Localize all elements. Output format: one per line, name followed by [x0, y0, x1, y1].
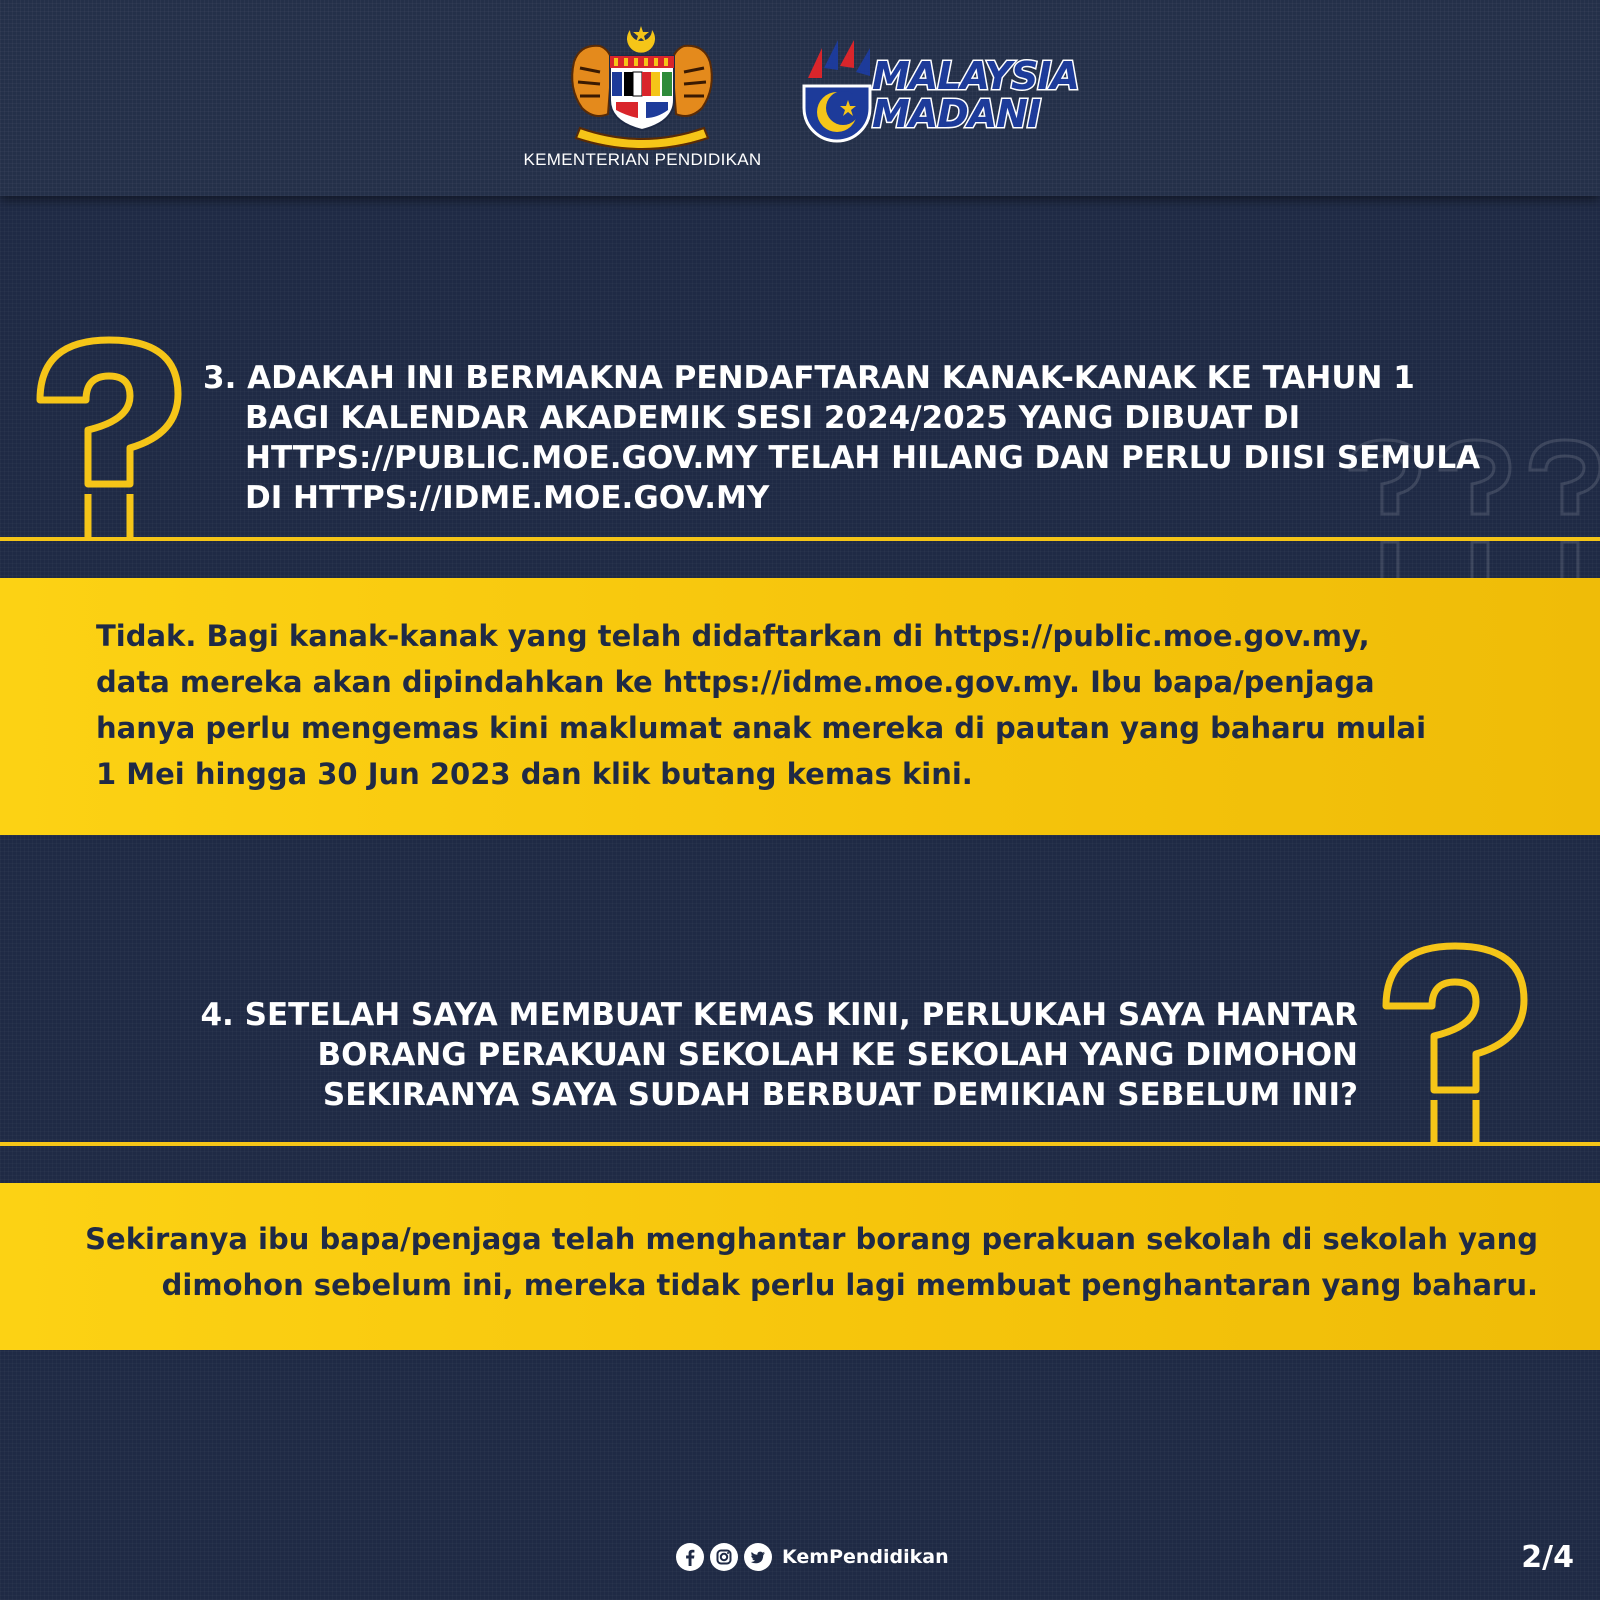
header-bar [0, 0, 1600, 196]
madani-logo-line-1: MALAYSIA [872, 54, 1079, 98]
facebook-icon[interactable] [676, 1543, 704, 1571]
question-line: BORANG PERAKUAN SEKOLAH KE SEKOLAH YANG DIMOHON [317, 1037, 1358, 1073]
answer-line: 1 Mei hingga 30 Jun 2023 dan klik butang kemas kini. [96, 757, 973, 791]
madani-logo-line-2: MADANI [872, 92, 1041, 136]
question-underline [0, 537, 1600, 541]
instagram-icon[interactable] [710, 1543, 738, 1571]
question-mark-icon [1380, 940, 1530, 1150]
answer-band [0, 1183, 1600, 1350]
social-footer [676, 1542, 949, 1572]
question-line: DI HTTPS://IDME.MOE.GOV.MY [245, 480, 770, 516]
faq-question-4 [40, 995, 1358, 1115]
question-line: 3. ADAKAH INI BERMAKNA PENDAFTARAN KANAK-KANAK KE TAHUN 1 [203, 360, 1415, 396]
page-indicator: 2/4 [1521, 1540, 1574, 1575]
twitter-icon[interactable] [744, 1543, 772, 1571]
faq-answer-3 [96, 613, 1556, 797]
malaysia-coat-of-arms-icon [566, 22, 718, 150]
question-line: 4. SETELAH SAYA MEMBUAT KEMAS KINI, PERLUKAH SAYA HANTAR [200, 997, 1358, 1033]
answer-line: data mereka akan dipindahkan ke https://idme.moe.gov.my. Ibu bapa/penjaga [96, 665, 1375, 699]
answer-line: hanya perlu mengemas kini maklumat anak mereka di pautan yang baharu mulai [96, 711, 1427, 745]
social-handle[interactable]: KemPendidikan [782, 1546, 949, 1568]
question-mark-icon [34, 334, 184, 544]
ministry-name: KEMENTERIAN PENDIDIKAN [523, 150, 762, 169]
answer-line: Tidak. Bagi kanak-kanak yang telah didaftarkan di https://public.moe.gov.my, [96, 619, 1370, 653]
question-line: SEKIRANYA SAYA SUDAH BERBUAT DEMIKIAN SEBELUM INI? [322, 1077, 1358, 1113]
madani-hand-mark-icon [800, 38, 874, 150]
answer-line: Sekiranya ibu bapa/penjaga telah menghantar borang perakuan sekolah di sekolah yang [85, 1222, 1538, 1256]
faq-question-3 [203, 358, 1583, 518]
answer-line: dimohon sebelum ini, mereka tidak perlu lagi membuat penghantaran yang baharu. [161, 1268, 1538, 1302]
answer-band [0, 578, 1600, 835]
malaysia-madani-logo [800, 38, 1100, 150]
question-line: BAGI KALENDAR AKADEMIK SESI 2024/2025 YANG DIBUAT DI [245, 400, 1301, 436]
question-underline [0, 1142, 1600, 1146]
faq-answer-4 [40, 1216, 1538, 1308]
question-line: HTTPS://PUBLIC.MOE.GOV.MY TELAH HILANG DAN PERLU DIISI SEMULA [245, 440, 1481, 476]
